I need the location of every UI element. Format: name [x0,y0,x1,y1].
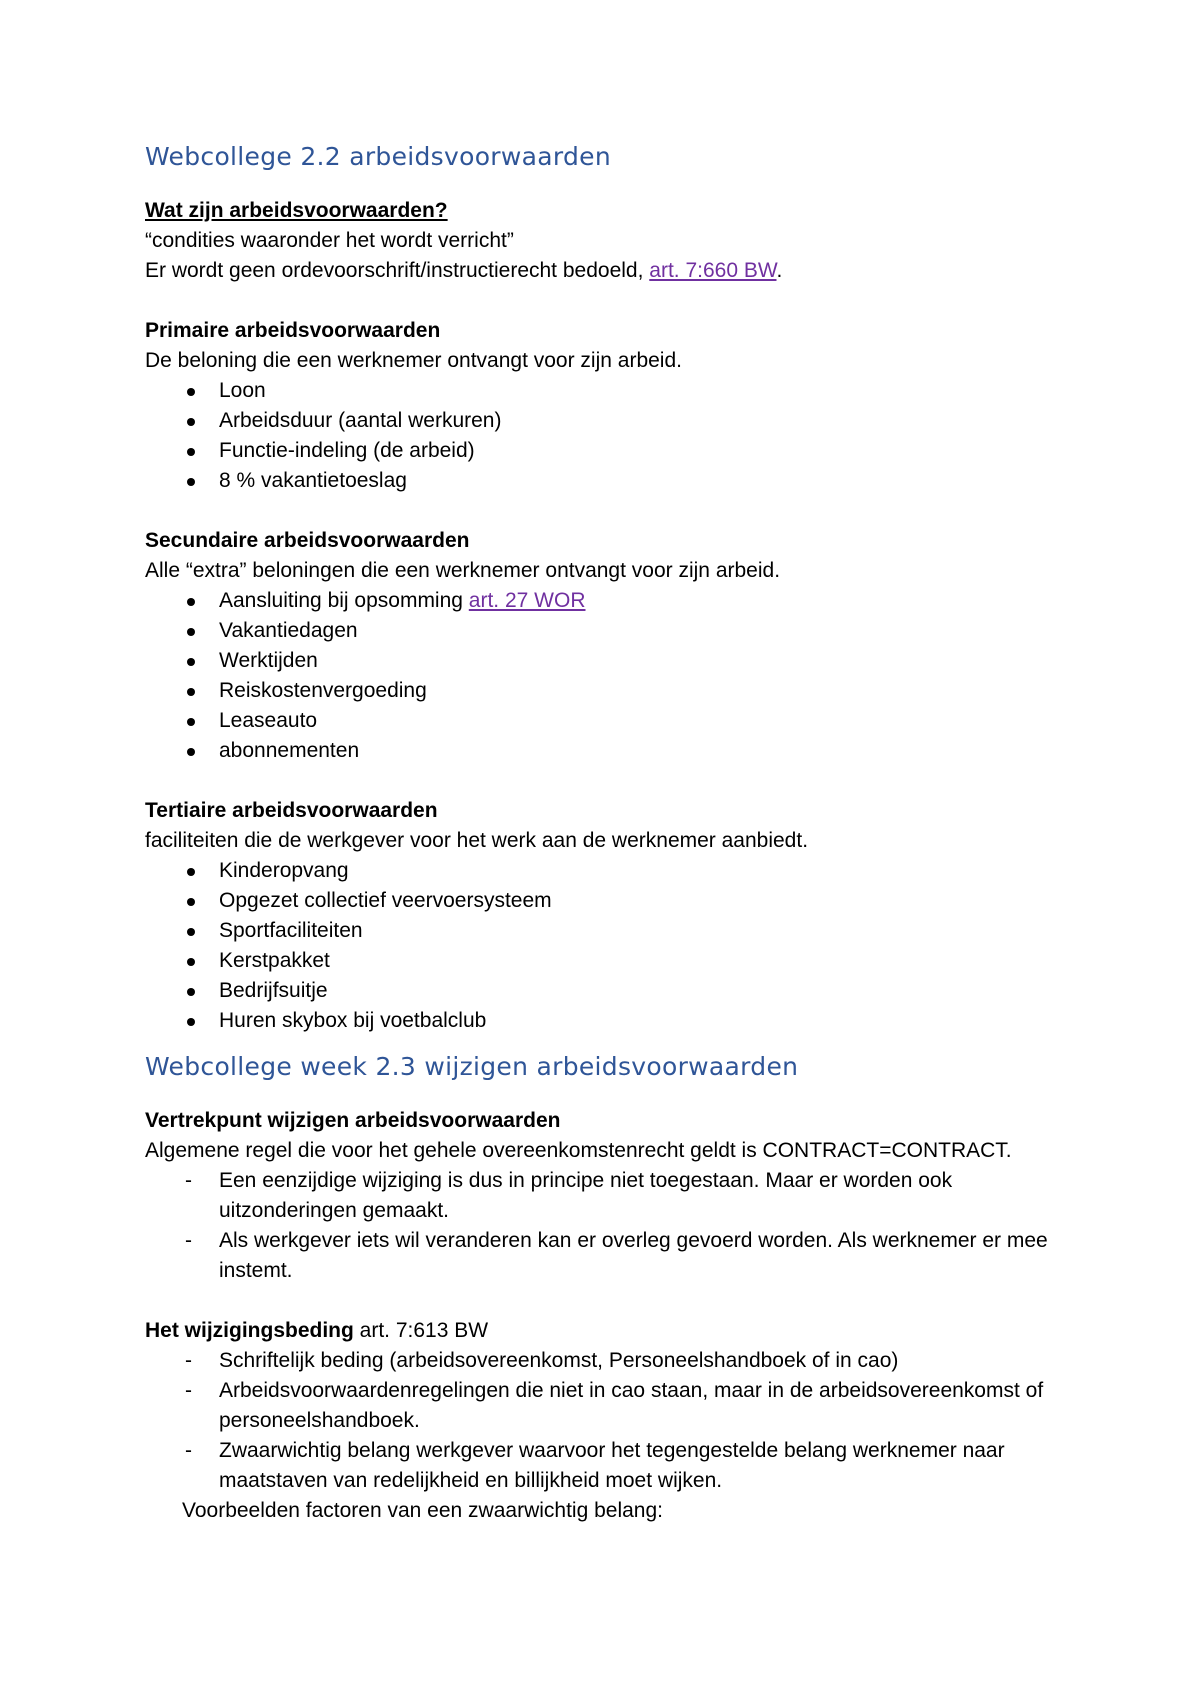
list-item: - Arbeidsvoorwaardenregelingen die niet in cao staan, maar in de arbeidsovereenkomst of personeelshandboek. [145,1376,1085,1436]
quote-line: “condities waaronder het wordt verricht” [145,229,514,252]
tertiary-heading: Tertiaire arbeidsvoorwaarden [145,799,438,822]
list-item: Bedrijfsuitje [145,976,1085,1006]
examples-line: Voorbeelden factoren van een zwaarwichtig belang: [182,1499,663,1522]
list-item: - Een eenzijdige wijziging is dus in principe niet toegestaan. Maar er worden ook uitzonderingen gemaakt. [145,1166,1085,1226]
list-item: Leaseauto [145,706,1085,736]
primary-list [145,376,1085,496]
list-item: - Als werkgever iets wil veranderen kan er overleg gevoerd worden. Als werknemer er mee instemt. [145,1226,1085,1286]
spacer [145,1286,1085,1316]
list-item: Kinderopvang [145,856,1085,886]
list-item: Sportfaciliteiten [145,916,1085,946]
document-body [145,140,1085,1526]
wijzigingsbeding-heading-article: art. 7:613 BW [353,1319,489,1342]
list-item: Arbeidsduur (aantal werkuren) [145,406,1085,436]
secondary-description: Alle “extra” beloningen die een werknemer ontvangt voor zijn arbeid. [145,559,781,582]
list-item: Opgezet collectief veervoersysteem [145,886,1085,916]
vertrekpunt-description: Algemene regel die voor het gehele overeenkomstenrecht geldt is CONTRACT=CONTRACT. [145,1139,1012,1162]
list-item: Reiskostenvergoeding [145,676,1085,706]
primary-description: De beloning die een werknemer ontvangt voor zijn arbeid. [145,349,682,372]
secondary-heading: Secundaire arbeidsvoorwaarden [145,529,470,552]
heading-webcollege-2-3: Webcollege week 2.3 wijzigen arbeidsvoorwaarden [145,1052,799,1081]
list-item: Kerstpakket [145,946,1085,976]
list-item: - Zwaarwichtig belang werkgever waarvoor het tegengestelde belang werknemer naar maatstaven van redelijkheid en billijkheid moet wijken. [145,1436,1085,1496]
list-item: Functie-indeling (de arbeid) [145,436,1085,466]
list-item-text: Aansluiting bij opsomming [219,589,469,612]
instruction-period: . [776,259,783,282]
instruction-text: Er wordt geen ordevoorschrift/instructierecht bedoeld, [145,259,650,282]
list-item: - Schriftelijk beding (arbeidsovereenkomst, Personeelshandboek of in cao) [145,1346,1085,1376]
list-item: abonnementen [145,736,1085,766]
list-item [145,586,1085,616]
primary-heading: Primaire arbeidsvoorwaarden [145,319,441,342]
vertrekpunt-heading: Vertrekpunt wijzigen arbeidsvoorwaarden [145,1109,561,1132]
link-art-27-wor[interactable]: art. 27 WOR [468,589,586,612]
wijzigingsbeding-heading [145,1316,1085,1346]
list-item: Loon [145,376,1085,406]
tertiary-list [145,856,1085,1036]
list-item: 8 % vakantietoeslag [145,466,1085,496]
question-heading: Wat zijn arbeidsvoorwaarden? [145,199,448,222]
heading-webcollege-2-2: Webcollege 2.2 arbeidsvoorwaarden [145,142,611,171]
tertiary-description: faciliteiten die de werkgever voor het werk aan de werknemer aanbiedt. [145,829,809,852]
link-art-7-660-bw[interactable]: art. 7:660 BW [649,259,777,282]
list-item: Vakantiedagen [145,616,1085,646]
vertrekpunt-list [145,1166,1085,1286]
spacer [145,496,1085,526]
list-item: Werktijden [145,646,1085,676]
instruction-line [145,256,1085,286]
wijzigingsbeding-list [145,1346,1085,1496]
list-item: Huren skybox bij voetbalclub [145,1006,1085,1036]
spacer [145,766,1085,796]
spacer [145,286,1085,316]
secondary-list [145,586,1085,766]
wijzigingsbeding-heading-bold: Het wijzigingsbeding [145,1319,354,1342]
